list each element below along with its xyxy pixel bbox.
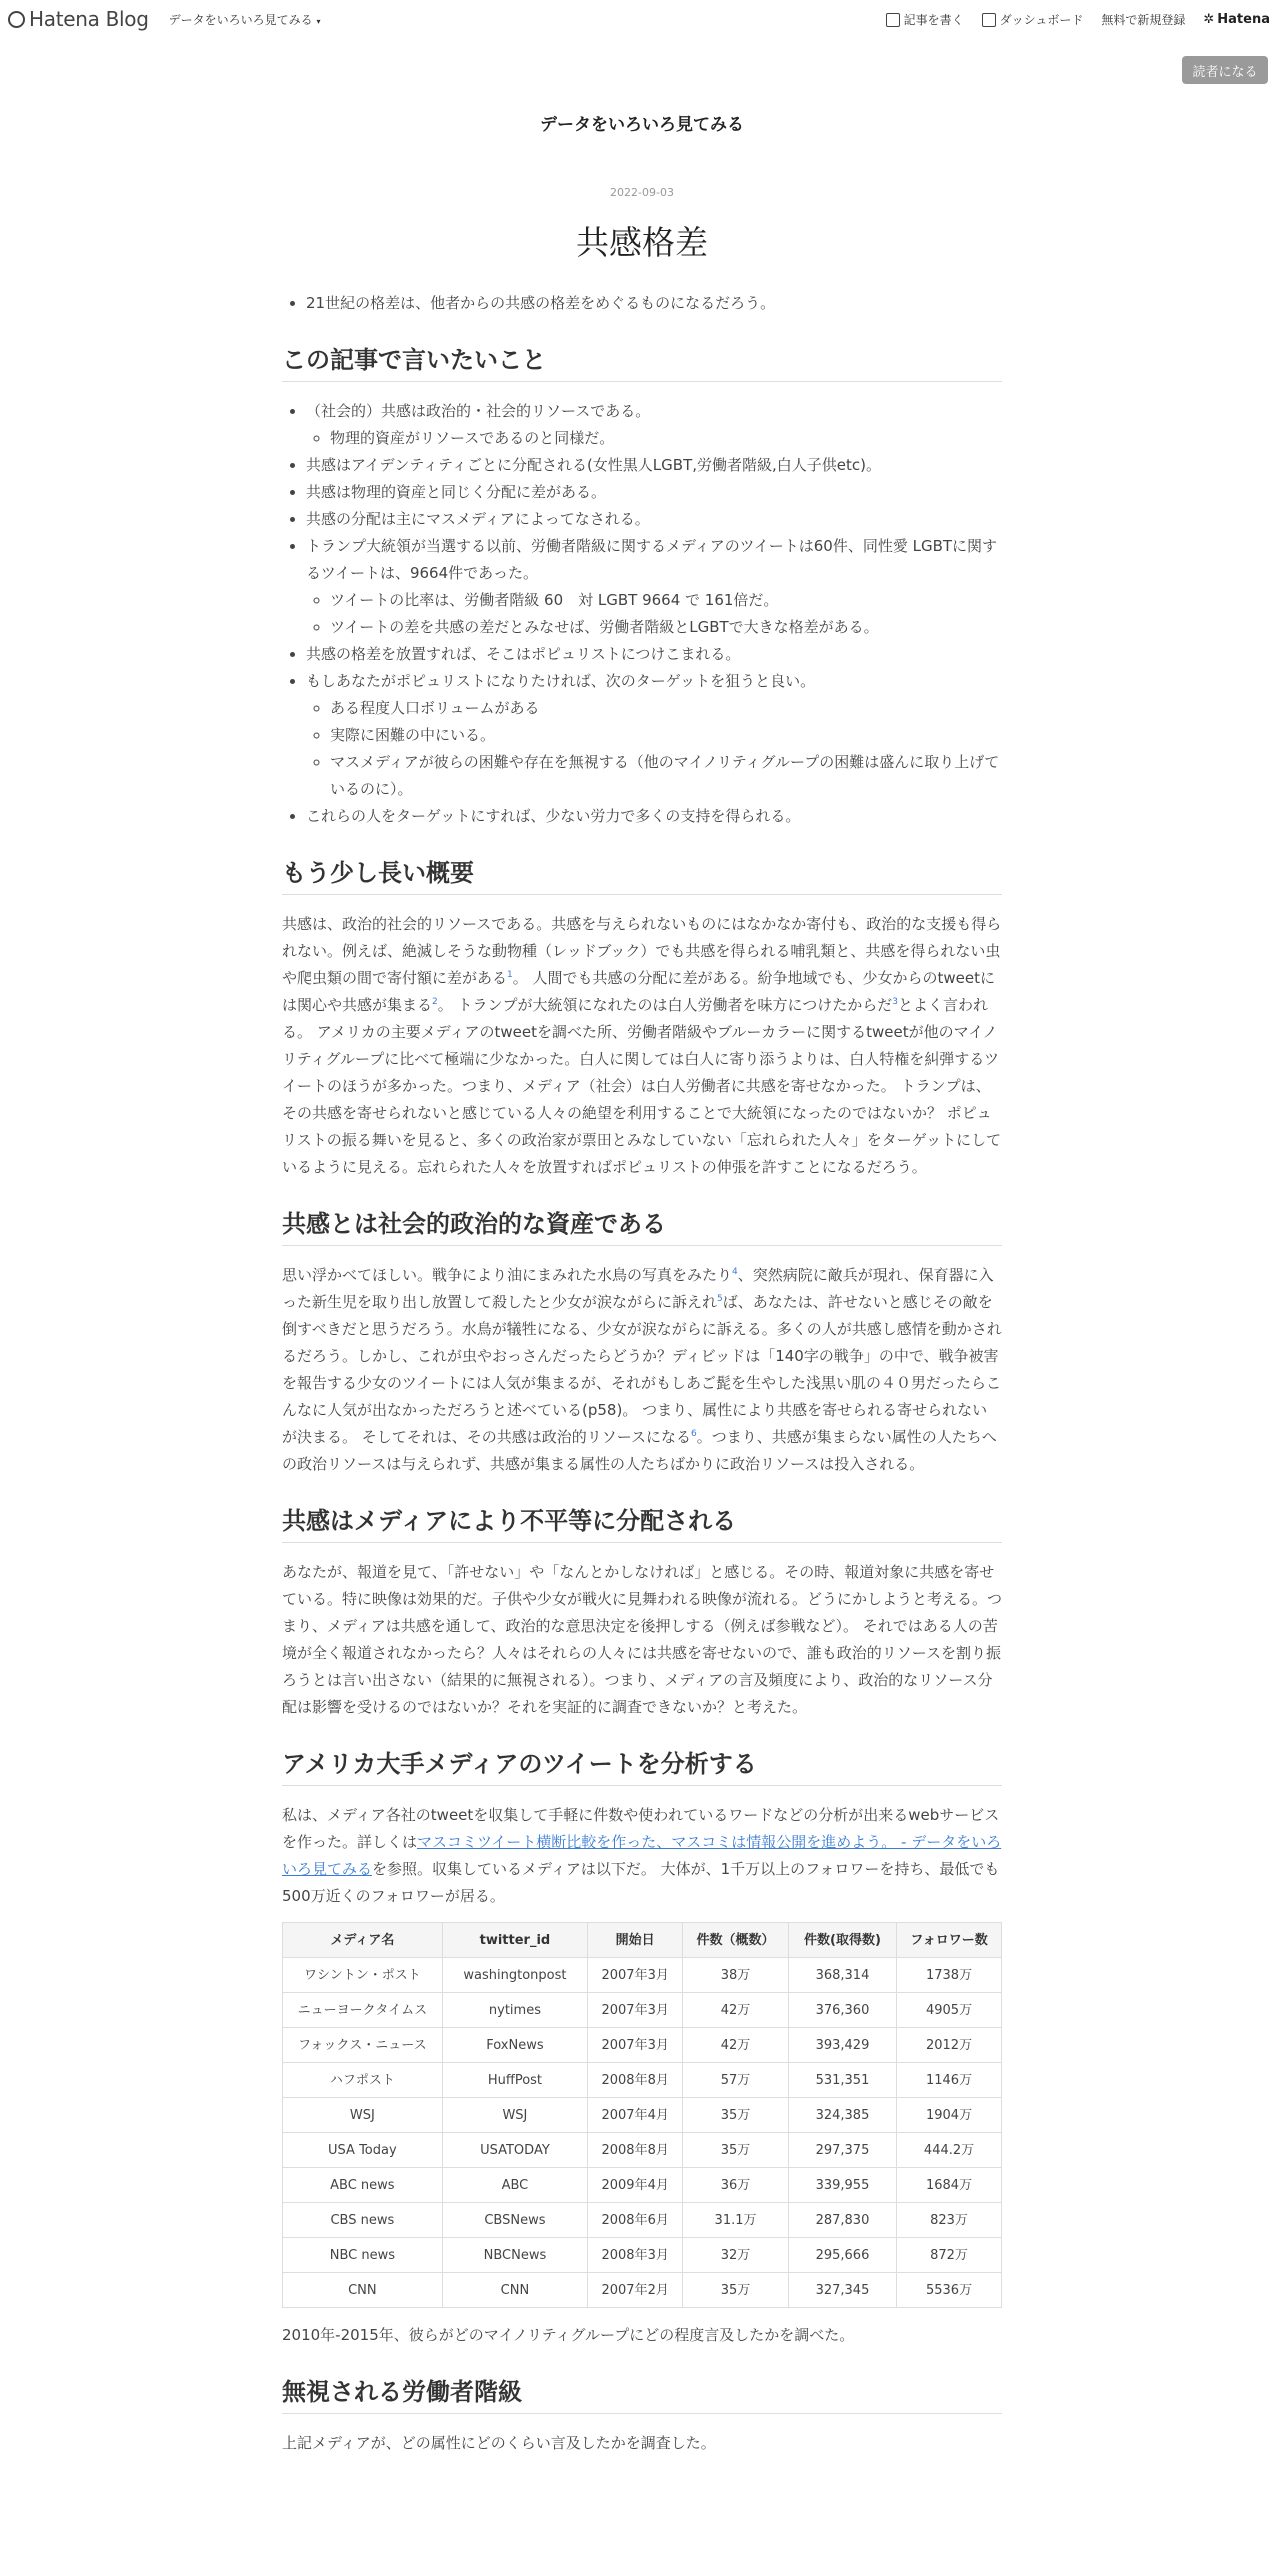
table-row [283, 2133, 1002, 2168]
table-cell: 36万 [683, 2168, 789, 2203]
paragraph-text: 思い浮かべてほしい。戦争により油にまみれた水鳥の写真をみたり [282, 1266, 733, 1284]
table-cell: CBS news [283, 2203, 443, 2238]
table-cell: FoxNews [442, 2028, 587, 2063]
table-cell: WSJ [442, 2098, 587, 2133]
list-item: ◦ マスメディアが彼らの困難や存在を無視する（他のマイノリティグループの困難は盛んに取り上げているのに）。 [330, 749, 1002, 803]
table-cell: 42万 [683, 1993, 789, 2028]
entry-title[interactable]: 共感格差 [576, 223, 708, 262]
list-item-text: （社会的）共感は政治的・社会的リソースである。 [306, 402, 651, 420]
table-cell: 2008年3月 [588, 2238, 683, 2273]
column-header: 件数(取得数) [788, 1923, 896, 1958]
footnote-link[interactable]: 1 [507, 970, 513, 980]
paragraph [282, 1262, 1002, 1478]
list-item: ◦ ツイートの差を共感の差だとみなせば、労働者階級とLGBTで大きな格差がある。 [330, 614, 1002, 641]
paragraph: あなたが、報道を見て、「許せない」や「なんとかしなければ」と感じる。その時、報道対象に共感を寄せている。特に映像は効果的だ。子供や少女が戦火に見舞われる映像が流れる。どうにかしようと考える。つまり、メディアは共感を通して、政治的な意思決定を後押しする（例えば参戦など）。 それではある人の苦境が全く報道されなかったら？人々はそれらの人々には共感を寄せないので、誰も政治的リソースを割り振ろうとは言い出さない（結果的に無視される）。つまり、メディアの言及頻度により、政治的なリソース分配は影響を受けるのではないか？それを実証的に調査できないか？と考えた。 [282, 1563, 1003, 1716]
logo-text: Hatena Blog [29, 7, 149, 31]
footnote-link[interactable]: 6 [691, 1429, 697, 1439]
paragraph-text: 私は、メディア各社のtweetを収集して手軽に件数や使われているワードなどの分析が出来るwebサービスを作った。詳しくは [282, 1806, 1000, 1851]
section-heading: 無視される労働者階級 [282, 2375, 1002, 2414]
table-cell: 1684万 [897, 2168, 1002, 2203]
caret-down-icon: ▾ [316, 16, 321, 26]
section-heading: 共感とは社会的政治的な資産である [282, 1207, 1002, 1246]
table-cell: 444.2万 [897, 2133, 1002, 2168]
column-header: フォロワー数 [897, 1923, 1002, 1958]
paragraph-text: 、突然病院に敵兵が現れ、保育器に入った新生児を取り出し放置して殺したと少女が涙ながらに訴えれ [282, 1266, 994, 1311]
entry-content [282, 290, 1002, 2457]
hatena-sun-icon: ✲ [1203, 11, 1215, 27]
column-header: メディア名 [283, 1923, 443, 1958]
list-item [306, 668, 1002, 803]
list-item: • 21世紀の格差は、他者からの共感の格差をめぐるものになるだろう。 [306, 290, 1002, 317]
list-item: • 共感の分配は主にマスメディアによってなされる。 [306, 506, 1002, 533]
paragraph-text: 。つまり、共感が集まらない属性の人たちへの政治リソースは与えられず、共感が集まる属性の人たちばかりに政治リソースは投入される。 [282, 1428, 997, 1473]
table-cell: ABC news [283, 2168, 443, 2203]
table-cell: 2007年4月 [588, 2098, 683, 2133]
write-entry-link[interactable] [886, 11, 964, 28]
register-link[interactable]: 無料で新規登録 [1101, 12, 1186, 27]
table-cell: CNN [283, 2273, 443, 2308]
dashboard-icon [982, 13, 996, 27]
paragraph-text: を参照。収集しているメディアは以下だ。 大体が、1千万以上のフォロワーを持ち、最低でも500万近くのフォロワーが居る。 [282, 1860, 1000, 1905]
table-cell: 5536万 [897, 2273, 1002, 2308]
blog-menu-label: データをいろいろ見てみる [168, 12, 313, 27]
table-cell: ワシントン・ポスト [283, 1958, 443, 1993]
footnote-link[interactable]: 5 [717, 1294, 723, 1304]
table-row [283, 1958, 1002, 1993]
table-cell: 1738万 [897, 1958, 1002, 1993]
table-cell: 327,345 [788, 2273, 896, 2308]
list-item: ◦ ある程度人口ボリュームがある [330, 695, 1002, 722]
table-cell: 2012万 [897, 2028, 1002, 2063]
table-cell: 324,385 [788, 2098, 896, 2133]
table-cell: 376,360 [788, 1993, 896, 2028]
paragraph-text: 。 人間でも共感の分配に差がある。紛争地域でも、少女からのtweetには関心や共感が集まる [282, 969, 996, 1014]
table-cell: 2008年6月 [588, 2203, 683, 2238]
list-item: • 共感の格差を放置すれば、そこはポピュリストにつけこまれる。 [306, 641, 1002, 668]
table-cell: 2007年3月 [588, 2028, 683, 2063]
table-cell: HuffPost [442, 2063, 587, 2098]
section-heading: この記事で言いたいこと [282, 343, 1002, 382]
list-item: • これらの人をターゲットにすれば、少ない労力で多くの支持を得られる。 [306, 803, 1002, 830]
paragraph: 2010年-2015年、彼らがどのマイノリティグループにどの程度言及したかを調べた。 [282, 2326, 855, 2344]
table-cell: ABC [442, 2168, 587, 2203]
table-cell: NBCNews [442, 2238, 587, 2273]
table-cell: 823万 [897, 2203, 1002, 2238]
column-header: twitter_id [442, 1923, 587, 1958]
list-item: • 共感はアイデンティティごとに分配される(女性黒人LGBT,労働者階級,白人子供etc)。 [306, 452, 1002, 479]
table-cell: nytimes [442, 1993, 587, 2028]
hatena-menu[interactable] [1203, 12, 1270, 27]
table-row [283, 2238, 1002, 2273]
table-cell: 531,351 [788, 2063, 896, 2098]
table-row [283, 2063, 1002, 2098]
table-cell: 1904万 [897, 2098, 1002, 2133]
column-header: 開始日 [588, 1923, 683, 1958]
table-cell: 339,955 [788, 2168, 896, 2203]
list-item-text: トランプ大統領が当選する以前、労働者階級に関するメディアのツイートは60件、同性愛 LGBTに関するツイートは、9664件であった。 [306, 537, 998, 582]
table-cell: 31.1万 [683, 2203, 789, 2238]
list-item: ◦ 実際に困難の中にいる。 [330, 722, 1002, 749]
table-cell: 38万 [683, 1958, 789, 1993]
global-header [0, 0, 1284, 38]
footnote-link[interactable]: 3 [892, 997, 898, 1007]
table-cell: 4905万 [897, 1993, 1002, 2028]
table-cell: フォックス・ニュース [283, 2028, 443, 2063]
table-cell: 2007年3月 [588, 1958, 683, 1993]
table-row [283, 2028, 1002, 2063]
table-cell: 57万 [683, 2063, 789, 2098]
dashboard-label: ダッシュボード [999, 12, 1084, 27]
list-item-text: もしあなたがポピュリストになりたければ、次のターゲットを狙うと良い。 [306, 672, 816, 690]
table-cell: 295,666 [788, 2238, 896, 2273]
table-cell: 35万 [683, 2273, 789, 2308]
blog-menu[interactable] [169, 11, 321, 28]
table-cell: ニューヨークタイムス [283, 1993, 443, 2028]
table-cell: 872万 [897, 2238, 1002, 2273]
hatena-label: Hatena [1217, 11, 1270, 27]
list-item: ◦ 物理的資産がリソースであるのと同様だ。 [330, 425, 1002, 452]
table-cell: 2008年8月 [588, 2133, 683, 2168]
table-cell: 393,429 [788, 2028, 896, 2063]
related-article-link[interactable]: マスコミツイート横断比較を作った、マスコミは情報公開を進めよう。 - データをいろいろ見てみる [282, 1833, 1002, 1878]
table-row [283, 2168, 1002, 2203]
table-cell: 297,375 [788, 2133, 896, 2168]
subscribe-button[interactable]: 読者になる [1182, 56, 1268, 84]
list-item: • 共感は物理的資産と同じく分配に差がある。 [306, 479, 1002, 506]
paragraph [282, 911, 1002, 1181]
column-header: 件数（概数） [683, 1923, 789, 1958]
table-cell: CNN [442, 2273, 587, 2308]
hatena-logo-icon [8, 11, 25, 28]
list-item [306, 398, 1002, 452]
table-cell: 32万 [683, 2238, 789, 2273]
table-cell: 2008年8月 [588, 2063, 683, 2098]
intro-list [282, 290, 1002, 317]
table-cell: USA Today [283, 2133, 443, 2168]
table-cell: 2007年3月 [588, 1993, 683, 2028]
table-cell: washingtonpost [442, 1958, 587, 1993]
footnote-link[interactable]: 2 [432, 997, 438, 1007]
table-cell: 287,830 [788, 2203, 896, 2238]
table-row [283, 1993, 1002, 2028]
hatena-blog-logo[interactable] [8, 7, 149, 31]
table-cell: CBSNews [442, 2203, 587, 2238]
header-actions [886, 0, 1270, 38]
footnote-link[interactable]: 4 [732, 1267, 738, 1277]
table-row [283, 2203, 1002, 2238]
write-entry-label: 記事を書く [903, 12, 964, 27]
table-cell: 2009年4月 [588, 2168, 683, 2203]
entry-date[interactable]: 2022-09-03 [610, 186, 674, 199]
section-heading: 共感はメディアにより不平等に分配される [282, 1504, 1002, 1543]
table-cell: ハフポスト [283, 2063, 443, 2098]
table-header-row [283, 1923, 1002, 1958]
paragraph-text: 。 トランプが大統領になれたのは白人労働者を味方につけたからだ [437, 996, 893, 1014]
media-table [282, 1922, 1002, 2308]
table-cell: USATODAY [442, 2133, 587, 2168]
section-heading: アメリカ大手メディアのツイートを分析する [282, 1747, 1002, 1786]
paragraph-text: ば、あなたは、許せないと感じその敵を倒すべきだと思うだろう。水鳥が犠牲になる、少女が涙ながらに訴える。多くの人が共感し感情を動かされるだろう。しかし、これが虫やおっさんだったらどうか？ディビッドは「140字の戦争」の中で、戦争被害を報告する少女のツイートには人気が集まるが、それがもしあご髭を生やした浅黒い肌の４０男だったらこんなに人気が出なかっただろうと述べている(p58)。 つまり、属性により共感を寄せられる寄せられないが決まる。 そしてそれは、その共感は政治的リソースになる [282, 1293, 1002, 1446]
section-heading: もう少し長い概要 [282, 856, 1002, 895]
dashboard-link[interactable] [982, 11, 1084, 28]
table-cell: 1146万 [897, 2063, 1002, 2098]
paragraph: 上記メディアが、どの属性にどのくらい言及したかを調査した。 [282, 2434, 716, 2452]
table-cell: 2007年2月 [588, 2273, 683, 2308]
paragraph-text: 共感は、政治的社会的リソースである。共感を与えられないものにはなかなか寄付も、政治的な支援も得られない。例えば、絶滅しそうな動物種（レッドブック）でも共感を得られる哺乳類と、共感を得られない虫や爬虫類の間で寄付額に差がある [282, 915, 1002, 987]
table-row [283, 2098, 1002, 2133]
table-row [283, 2273, 1002, 2308]
table-cell: 35万 [683, 2133, 789, 2168]
article [282, 186, 1002, 2469]
table-cell: WSJ [283, 2098, 443, 2133]
table-cell: 35万 [683, 2098, 789, 2133]
list-item [306, 533, 1002, 641]
paragraph-text: とよく言われる。 アメリカの主要メディアのtweetを調べた所、労働者階級やブルーカラーに関するtweetが他のマイノリティグループに比べて極端に少なかった。白人に関しては白人に寄り添うよりは、白人特権を糾弾するツイートのほうが多かった。つまり、メディア（社会）は白人労働者に共感を寄せなかった。 トランプは、その共感を寄せられないと感じている人々の絶望を利用することで大統領になったのではないか？ ポピュリストの振る舞いを見ると、多くの政治家が票田とみなしていない「忘れられた人々」をターゲットにしているように見える。忘れられた人々を放置すればポピュリストの伸張を許すことになるだろう。 [282, 996, 1002, 1176]
pencil-icon [886, 13, 900, 27]
table-cell: 368,314 [788, 1958, 896, 1993]
paragraph [282, 1802, 1002, 1910]
table-cell: NBC news [283, 2238, 443, 2273]
summary-list [282, 398, 1002, 830]
table-cell: 42万 [683, 2028, 789, 2063]
list-item: ◦ ツイートの比率は、労働者階級 60 対 LGBT 9664 で 161倍だ。 [330, 587, 1002, 614]
blog-title[interactable]: データをいろいろ見てみる [540, 115, 744, 135]
